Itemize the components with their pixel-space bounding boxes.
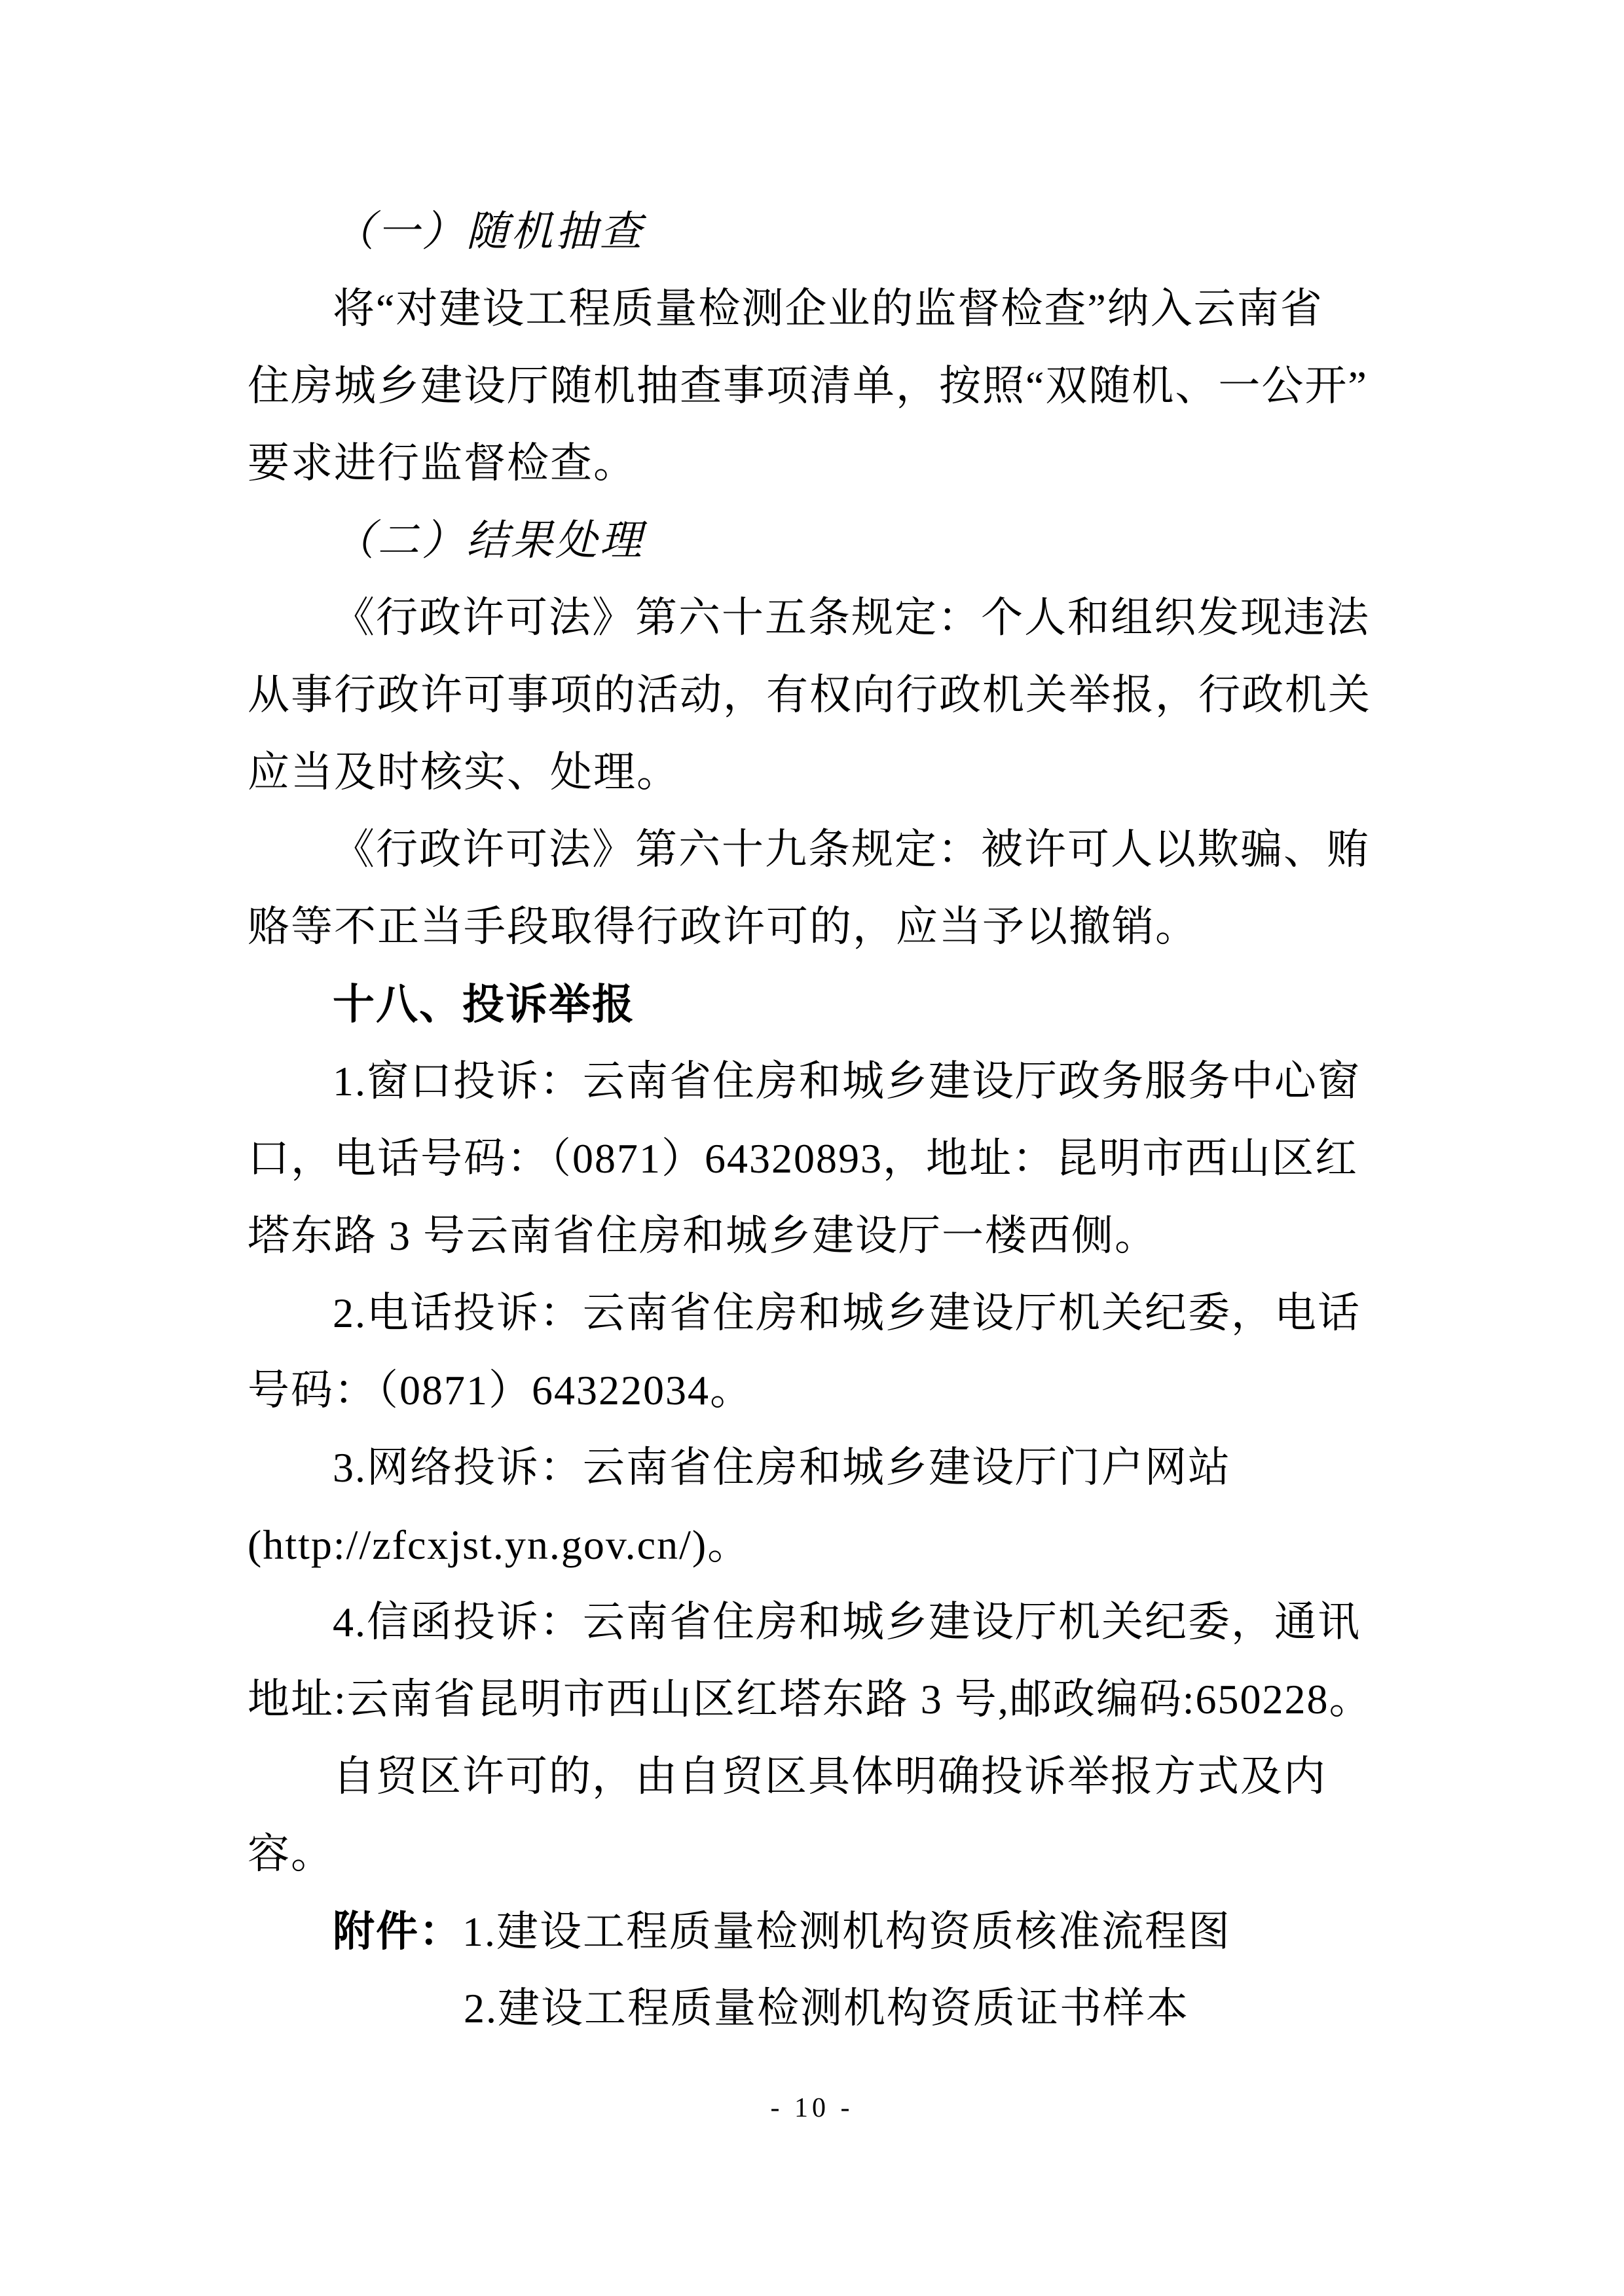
body-line: 2.电话投诉：云南省住房和城乡建设厅机关纪委，电话 — [333, 1290, 1361, 1336]
attachments-line — [248, 1893, 1382, 1970]
body-line: 应当及时核实、处理。 — [248, 749, 680, 795]
body-line: 住房城乡建设厅随机抽查事项清单，按照“双随机、一公开” — [248, 363, 1368, 409]
body-line: 1.窗口投诉：云南省住房和城乡建设厅政务服务中心窗 — [333, 1058, 1361, 1104]
body-line: 号码：（0871）64322034。 — [248, 1367, 753, 1413]
body-line: 容。 — [248, 1831, 334, 1877]
body-line-url: (http://zfcxjst.yn.gov.cn/)。 — [248, 1522, 751, 1568]
body-line: 赂等不正当手段取得行政许可的，应当予以撤销。 — [248, 903, 1198, 950]
body-line: 3.网络投诉：云南省住房和城乡建设厅门户网站 — [333, 1444, 1231, 1491]
subheading-result-handling: （二）结果处理 — [333, 517, 644, 564]
attachment-item-2: 2.建设工程质量检测机构资质证书样本 — [464, 1985, 1189, 2032]
attachment-item-1: 1.建设工程质量检测机构资质核准流程图 — [462, 1908, 1231, 1955]
page-number: - 10 - — [770, 2093, 854, 2123]
body-line: 地址:云南省昆明市西山区红塔东路 3 号,邮政编码:650228。 — [248, 1676, 1373, 1722]
body-line: 口，电话号码：（0871）64320893，地址：昆明市西山区红 — [248, 1135, 1358, 1182]
attachments-label: 附件： — [333, 1908, 462, 1955]
document-body — [248, 193, 1382, 2047]
body-line: 将“对建设工程质量检测企业的监督检查”纳入云南省 — [333, 285, 1323, 332]
body-line: 塔东路 3 号云南省住房和城乡建设厅一楼西侧。 — [248, 1212, 1158, 1259]
body-line: 4.信函投诉：云南省住房和城乡建设厅机关纪委，通讯 — [333, 1599, 1361, 1645]
section-heading-complaints: 十八、投诉举报 — [333, 981, 635, 1028]
body-line: 从事行政许可事项的活动，有权向行政机关举报，行政机关 — [248, 672, 1371, 718]
body-line: 要求进行监督检查。 — [248, 440, 637, 486]
page-footer — [0, 2092, 1624, 2124]
body-line: 《行政许可法》第六十九条规定：被许可人以欺骗、贿 — [333, 826, 1370, 873]
subheading-random-inspection: （一）随机抽查 — [333, 208, 644, 255]
body-line: 自贸区许可的，由自贸区具体明确投诉举报方式及内 — [333, 1753, 1327, 1800]
body-line: 《行政许可法》第六十五条规定：个人和组织发现违法 — [333, 594, 1370, 641]
